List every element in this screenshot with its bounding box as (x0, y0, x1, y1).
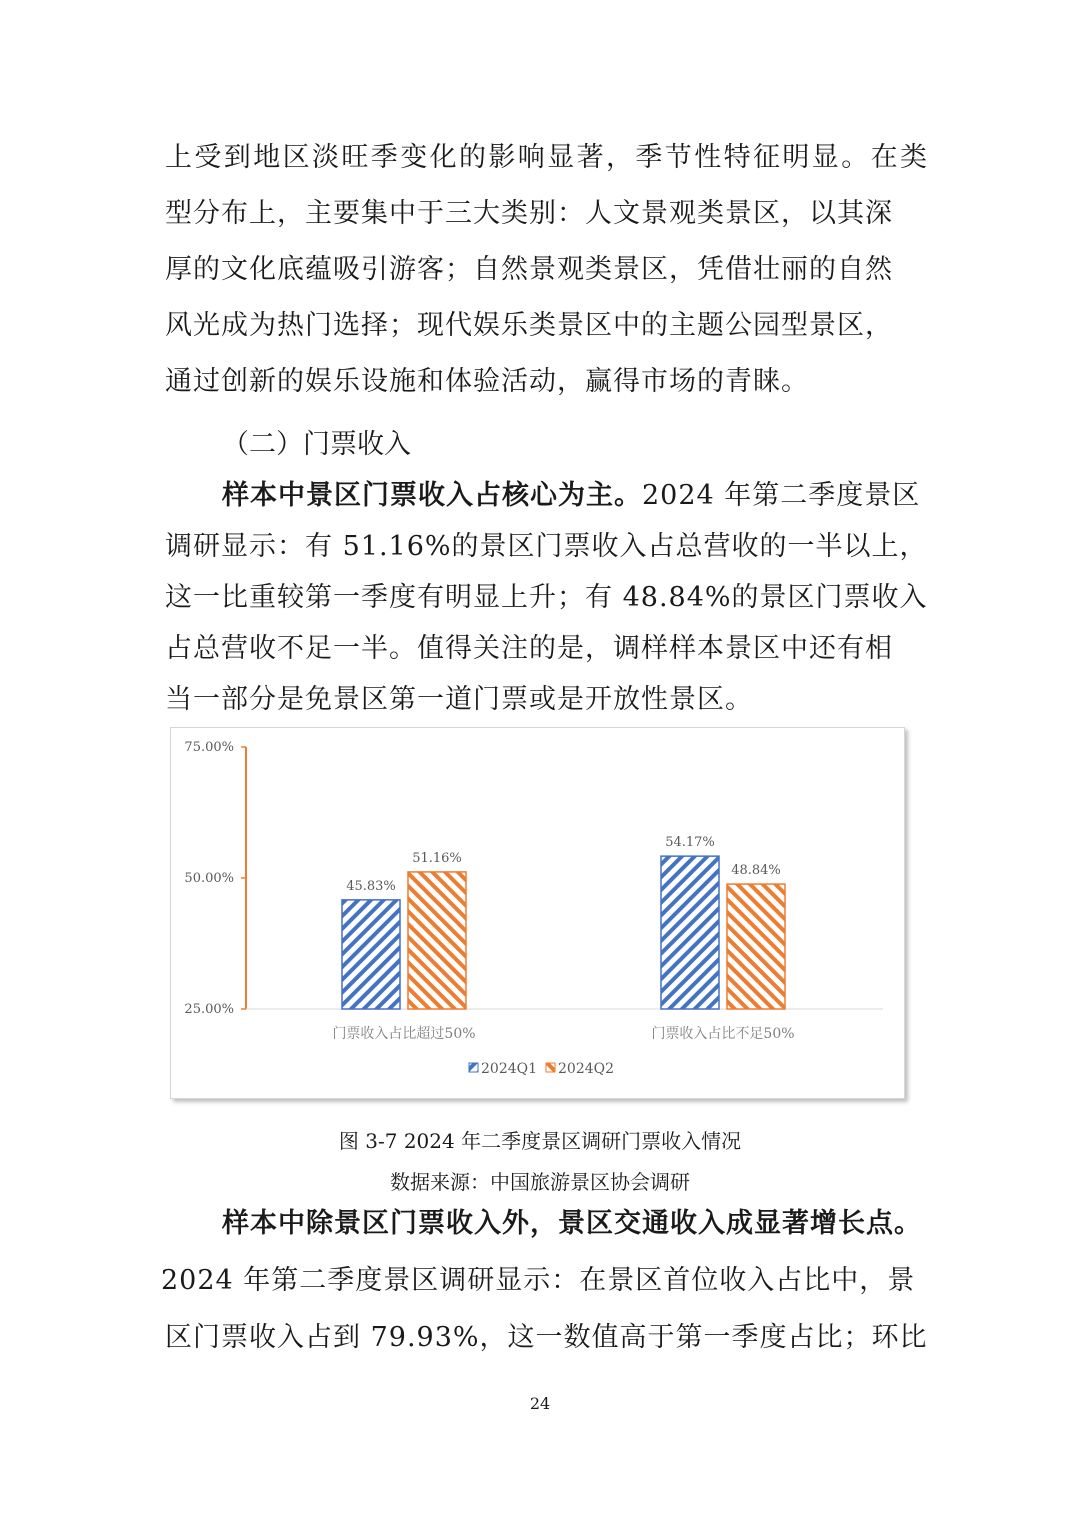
text-line: 风光成为热门选择；现代娱乐类景区中的主题公园型景区， (165, 310, 893, 341)
page-number: 24 (529, 1394, 551, 1413)
data-label: 54.17% (665, 835, 715, 851)
text-run: 2024 年第二季度景区 (642, 480, 921, 511)
text-line: 区门票收入占到 79.93%，这一数值高于第一季度占比；环比 (165, 1322, 928, 1353)
section-heading: （二）门票收入 (222, 429, 411, 460)
chart-container (170, 727, 905, 1099)
y-tick-label: 25.00% (184, 1002, 234, 1017)
bar-2024Q1-1 (342, 900, 400, 1009)
legend-swatch-2024Q1 (469, 1063, 478, 1072)
legend-label: 2024Q1 (481, 1061, 538, 1077)
data-label: 51.16% (412, 850, 462, 866)
data-label: 48.84% (731, 863, 781, 879)
lead-sentence: 样本中除景区门票收入外，景区交通收入成显著增长点。 (222, 1208, 922, 1239)
text-line-first (165, 470, 925, 521)
data-label: 45.83% (346, 878, 396, 894)
paragraph-transport-revenue (161, 1195, 928, 1366)
text-line: 2024 年第二季度景区调研显示：在景区首位收入占比中，景 (161, 1265, 916, 1296)
figure-caption: 图 3-7 2024 年二季度景区调研门票收入情况 (338, 1129, 742, 1153)
x-category-label: 门票收入占比不足50% (651, 1026, 795, 1042)
text-line: 当一部分是免景区第一道门票或是开放性景区。 (165, 684, 753, 715)
paragraph-ticket-revenue (165, 470, 928, 725)
text-line: 通过创新的娱乐设施和体验活动，赢得市场的青睐。 (165, 366, 809, 397)
bar-chart (171, 728, 904, 1098)
x-category-label: 门票收入占比超过50% (332, 1026, 476, 1042)
data-source: 数据来源：中国旅游景区协会调研 (390, 1170, 690, 1194)
text-line: 这一比重较第一季度有明显上升；有 48.84%的景区门票收入 (165, 582, 928, 613)
legend-swatch-2024Q2 (546, 1063, 555, 1072)
lead-sentence: 样本中景区门票收入占核心为主。 (222, 480, 642, 511)
text-line: 上受到地区淡旺季变化的影响显著，季节性特征明显。在类 (165, 142, 930, 173)
text-line: 厚的文化底蕴吸引游客；自然景观类景区，凭借壮丽的自然 (165, 254, 893, 285)
legend-label: 2024Q2 (558, 1061, 615, 1077)
text-line: 占总营收不足一半。值得关注的是，调样样本景区中还有相 (165, 633, 893, 664)
bar-2024Q2-1 (408, 872, 466, 1009)
y-tick-label: 75.00% (184, 740, 234, 755)
y-tick-label: 50.00% (184, 871, 234, 886)
bar-2024Q2-2 (727, 884, 785, 1009)
text-line: 型分布上，主要集中于三大类别：人文景观类景区，以其深 (165, 198, 893, 229)
paragraph-scenic-types (165, 130, 930, 410)
bar-2024Q1-2 (661, 856, 719, 1009)
text-line: 调研显示：有 51.16%的景区门票收入占总营收的一半以上， (165, 531, 928, 562)
